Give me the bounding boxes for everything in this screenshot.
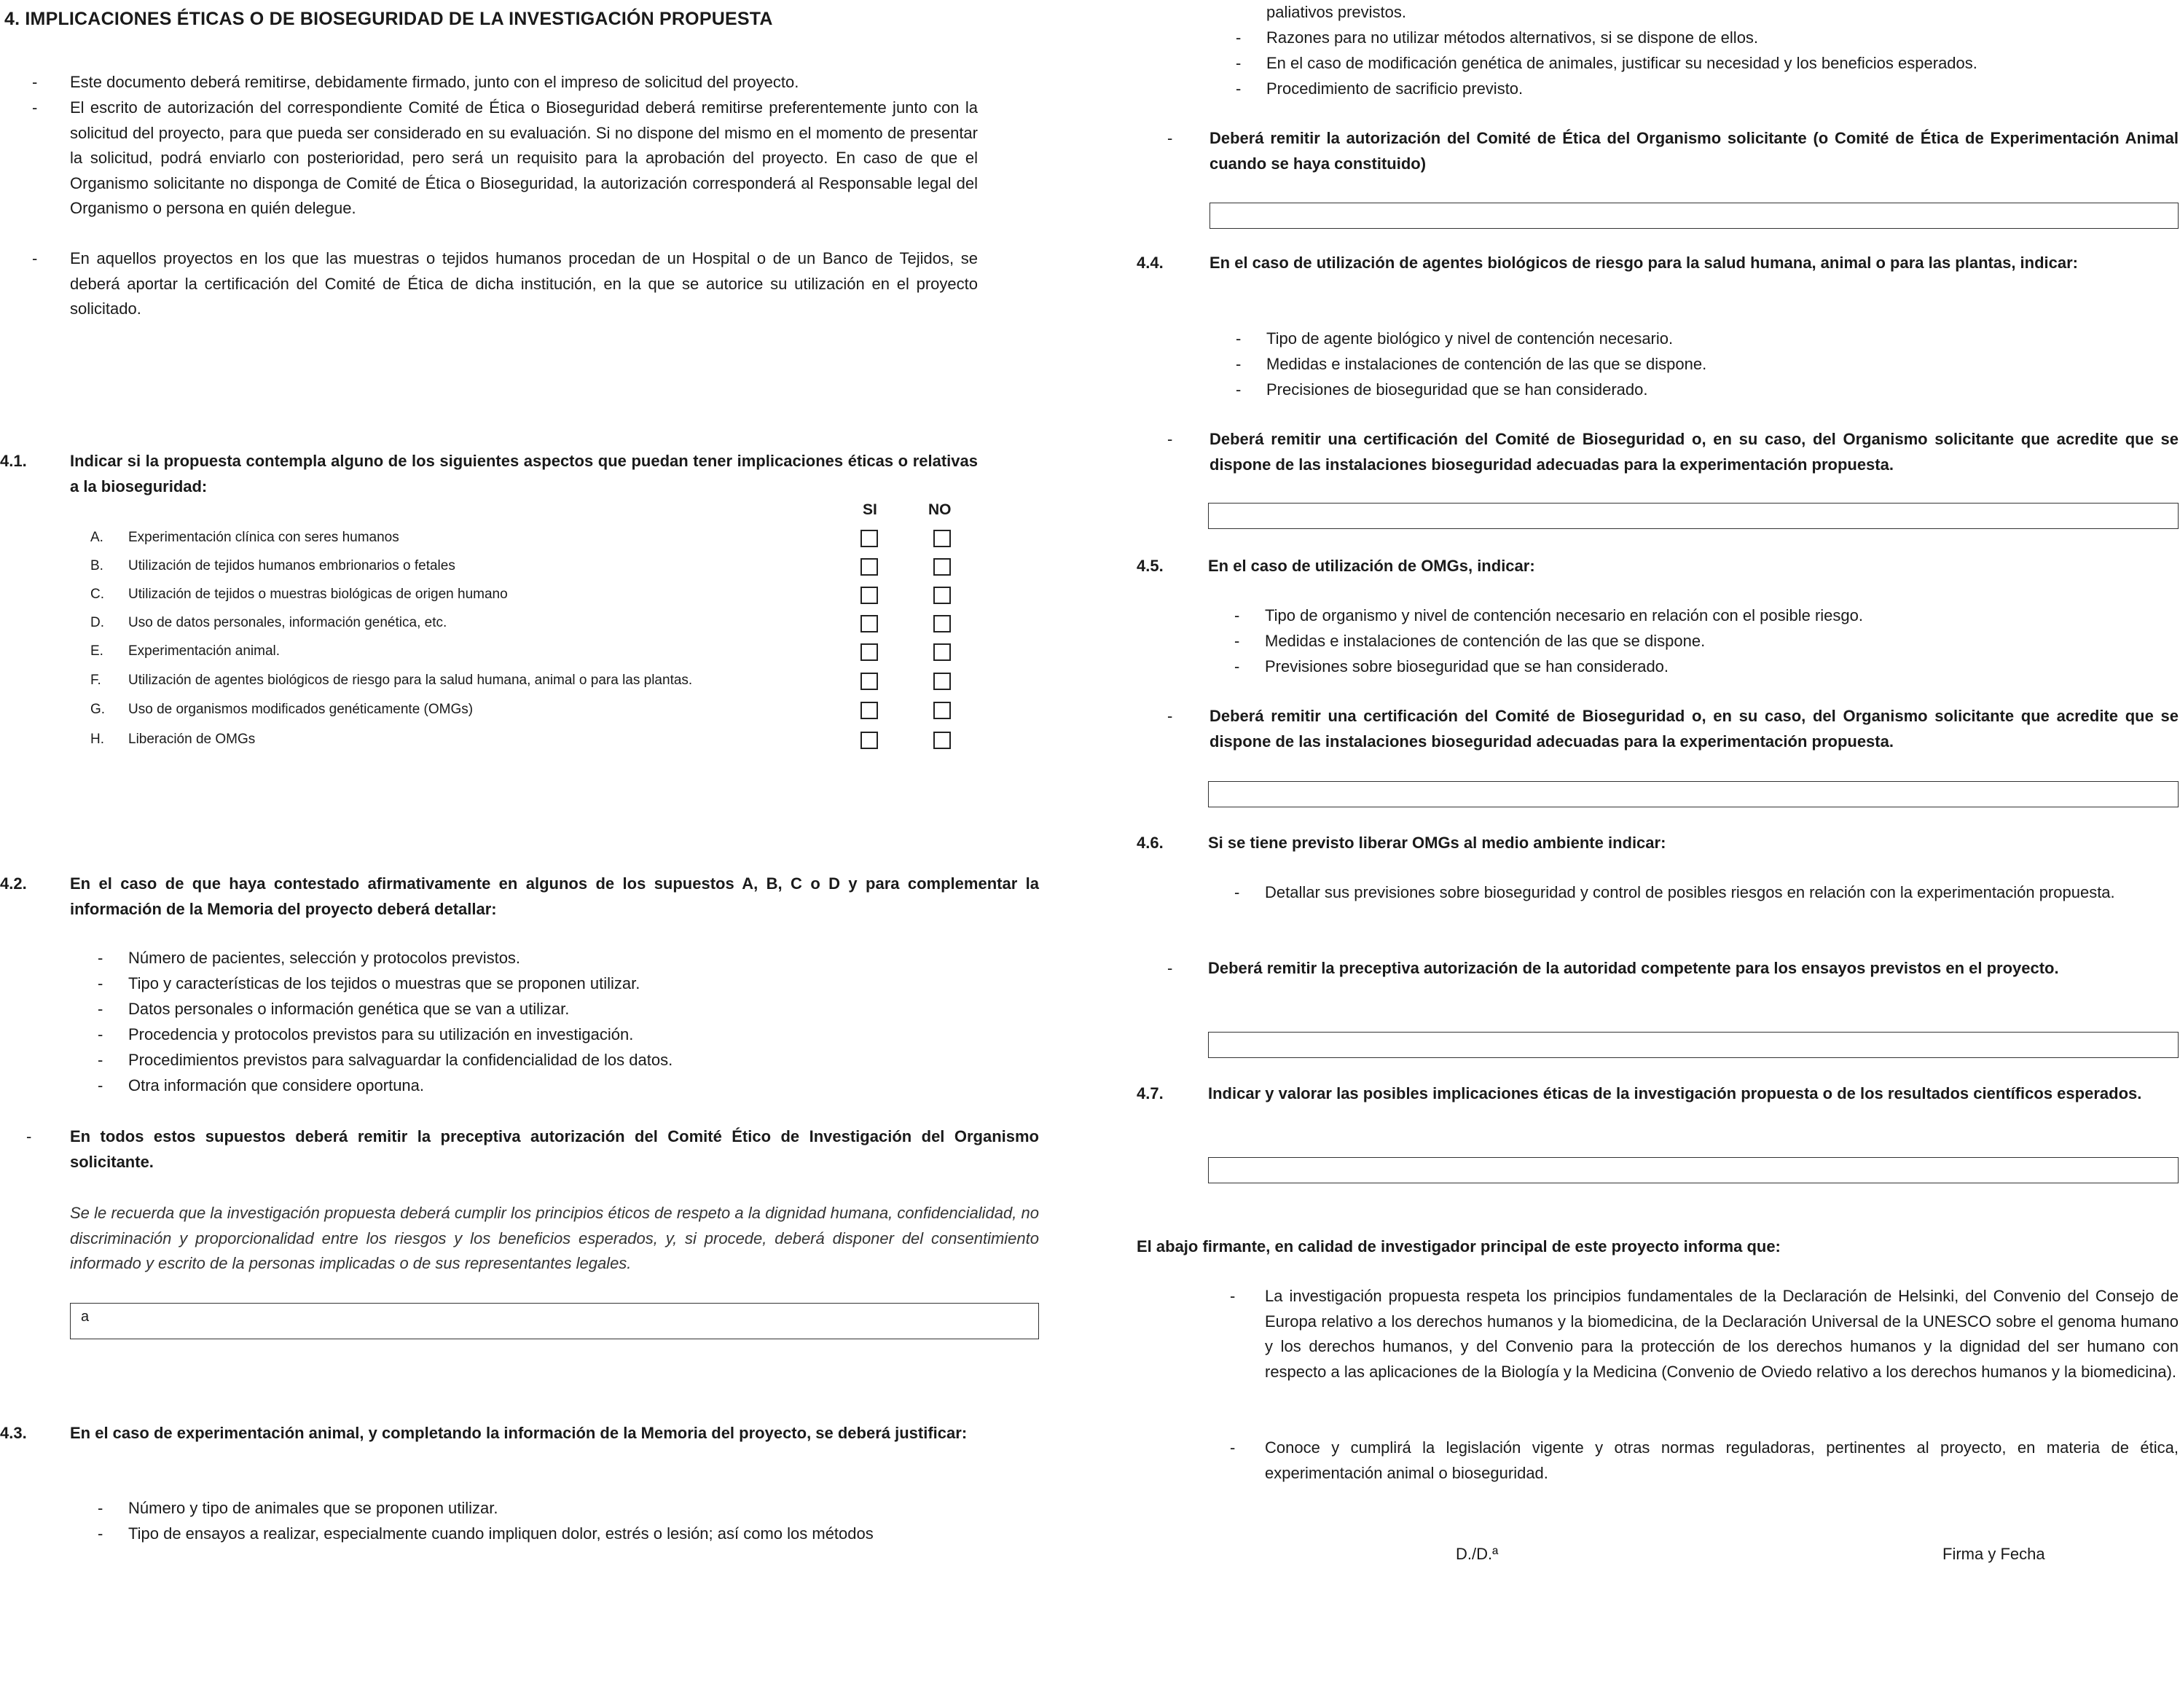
item-letter: A.	[90, 530, 103, 545]
bullet-dash: -	[1236, 329, 1242, 348]
checkbox-no[interactable]	[933, 615, 951, 632]
list-item-text: Otra información que considere oportuna.	[128, 1076, 425, 1094]
bullet-dash: -	[98, 1076, 103, 1094]
item-label: Uso de organismos modificados genéticamente (OMGs)	[128, 702, 474, 717]
bullet-dash: -	[98, 1524, 103, 1543]
checkbox-si[interactable]	[860, 702, 878, 719]
bullet-dash: -	[1230, 1438, 1236, 1457]
checkbox-no[interactable]	[933, 558, 951, 576]
bullet-dash: -	[1167, 430, 1173, 448]
bullet-dash: -	[1236, 79, 1242, 98]
list-item-text: Procedimientos previstos para salvaguardar la confidencialidad de los datos.	[128, 1051, 673, 1069]
item-letter: C.	[90, 587, 104, 602]
item-letter: F.	[90, 673, 101, 688]
section-text: Indicar si la propuesta contempla alguno de los siguientes aspectos que puedan tener implicaciones éticas o relativas a la bioseguridad:	[70, 452, 978, 495]
section-text: En el caso de utilización de OMGs, indicar:	[1208, 557, 1535, 575]
col-no-header: NO	[928, 501, 952, 518]
checkbox-no[interactable]	[933, 702, 951, 719]
bullet-dash: -	[1167, 959, 1173, 977]
section-number: 4.5.	[1137, 557, 1164, 575]
checkbox-no[interactable]	[933, 643, 951, 661]
answer-box-4-4[interactable]	[1208, 503, 2179, 529]
checkbox-no[interactable]	[933, 587, 951, 604]
item-label: Experimentación animal.	[128, 643, 281, 659]
list-item-text: Detallar sus previsiones sobre bioseguridad y control de posibles riesgos en relación con la experimentación propuesta.	[1265, 883, 2115, 901]
requirement-text: Deberá remitir una certificación del Comité de Bioseguridad o, en su caso, del Organismo solicitante que acredite que se dispone de las instalaciones bioseguridad adecuadas para la experimentación propuesta.	[1209, 707, 2179, 751]
item-letter: E.	[90, 643, 103, 659]
item-label: Liberación de OMGs	[128, 732, 256, 747]
section-text: En el caso de que haya contestado afirmativamente en algunos de los supuestos A, B, C o D y para complementar la información de la Memoria del proyecto deberá detallar:	[70, 874, 1039, 918]
list-item-text: Razones para no utilizar métodos alternativos, si se dispone de ellos.	[1266, 28, 1759, 47]
bullet-dash: -	[98, 1051, 103, 1069]
item-letter: B.	[90, 558, 103, 573]
section-number: 4.4.	[1137, 254, 1164, 272]
section-text: Indicar y valorar las posibles implicaciones éticas de la investigación propuesta o de los resultados científicos esperados.	[1208, 1084, 2142, 1102]
bullet-dash: -	[1230, 1287, 1236, 1305]
list-item-text: Tipo de organismo y nivel de contención necesario en relación con el posible riesgo.	[1265, 606, 1864, 624]
bullet-dash: -	[1236, 28, 1242, 47]
list-item-text: Previsiones sobre bioseguridad que se han considerado.	[1265, 657, 1669, 675]
continued-text: paliativos previstos.	[1266, 3, 1406, 21]
signer-name-label: D./D.ª	[1456, 1545, 1499, 1563]
section-text: Si se tiene previsto liberar OMGs al medio ambiente indicar:	[1208, 834, 1666, 852]
checkbox-si[interactable]	[860, 732, 878, 749]
list-item-text: Medidas e instalaciones de contención de las que se dispone.	[1265, 632, 1706, 650]
item-label: Utilización de tejidos humanos embrionarios o fetales	[128, 558, 455, 573]
list-item-text: Procedimiento de sacrificio previsto.	[1266, 79, 1524, 98]
requirement-text: Deberá remitir una certificación del Comité de Bioseguridad o, en su caso, del Organismo solicitante que acredite que se dispone de las instalaciones bioseguridad adecuadas para la experimentación propuesta.	[1209, 430, 2179, 474]
requirement-text: En todos estos supuestos deberá remitir la preceptiva autorización del Comité Ético de Investigación del Organismo solicitante.	[70, 1127, 1039, 1171]
declaration-text: Conoce y cumplirá la legislación vigente y otras normas reguladoras, pertinentes al proyecto, en materia de ética, experimentación animal o bioseguridad.	[1265, 1438, 2179, 1482]
declaration-text: La investigación propuesta respeta los principios fundamentales de la Declaración de Helsinki, del Convenio del Consejo de Europa relativo a los derechos humanos y la biomedicina, de la Declaración Universal de la UNESCO sobre el genoma humano y los derechos humanos, y del Convenio para la protección de los derechos humanos y la dignidad del ser humano con respecto a las aplicaciones de la Biología y la Medicina (Convenio de Oviedo relativo a los derechos humanos y la biomedicina).	[1265, 1287, 2179, 1381]
section-text: En el caso de utilización de agentes biológicos de riesgo para la salud humana, animal o para las plantas, indicar:	[1209, 254, 2079, 272]
bullet-dash: -	[1236, 54, 1242, 72]
item-letter: G.	[90, 702, 106, 717]
signature-date-label: Firma y Fecha	[1942, 1545, 2045, 1563]
list-item-text: Procedencia y protocolos previstos para su utilización en investigación.	[128, 1025, 634, 1043]
answer-box-4-3[interactable]	[1209, 203, 2179, 229]
list-item-text: Tipo y características de los tejidos o muestras que se proponen utilizar.	[128, 974, 640, 992]
col-si-header: SI	[863, 501, 877, 518]
bullet-dash: -	[98, 1025, 103, 1043]
bullet-dash: -	[32, 73, 38, 91]
bullet-dash: -	[98, 949, 103, 967]
list-item-text: Tipo de agente biológico y nivel de contención necesario.	[1266, 329, 1674, 348]
answer-box-4-2[interactable]	[70, 1303, 1039, 1339]
bullet-dash: -	[1167, 707, 1173, 725]
section-number: 4.2.	[0, 874, 27, 893]
item-letter: D.	[90, 615, 104, 630]
section-text: En el caso de experimentación animal, y completando la información de la Memoria del proyecto, se deberá justificar:	[70, 1424, 968, 1442]
reminder-note: Se le recuerda que la investigación propuesta deberá cumplir los principios éticos de respeto a la dignidad humana, confidencialidad, no discriminación y proporcionalidad entre los riesgos y los beneficios esperados, y, si procede, deberá disponer del consentimiento informado y escrito de la personas implicadas o de sus representantes legales.	[70, 1204, 1039, 1272]
section-title: 4. IMPLICACIONES ÉTICAS O DE BIOSEGURIDAD DE LA INVESTIGACIÓN PROPUESTA	[4, 9, 773, 29]
bullet-dash: -	[1234, 883, 1240, 901]
item-label: Uso de datos personales, información genética, etc.	[128, 615, 447, 630]
bullet-dash: -	[32, 98, 38, 117]
section-number: 4.1.	[0, 452, 27, 470]
list-item-text: Datos personales o información genética que se van a utilizar.	[128, 1000, 570, 1018]
item-label: Experimentación clínica con seres humanos	[128, 530, 399, 545]
bullet-dash: -	[32, 249, 38, 267]
checkbox-si[interactable]	[860, 615, 878, 632]
item-label: Utilización de tejidos o muestras biológicas de origen humano	[128, 587, 508, 602]
bullet-dash: -	[1167, 129, 1173, 147]
item-letter: H.	[90, 732, 104, 747]
list-item-text: Tipo de ensayos a realizar, especialmente cuando impliquen dolor, estrés o lesión; así como los métodos	[128, 1524, 874, 1543]
checkbox-si[interactable]	[860, 643, 878, 661]
bullet-dash: -	[98, 974, 103, 992]
section-number: 4.6.	[1137, 834, 1164, 852]
checkbox-si[interactable]	[860, 530, 878, 547]
requirement-text: Deberá remitir la preceptiva autorización de la autoridad competente para los ensayos previstos en el proyecto.	[1208, 959, 2059, 977]
list-item-text: En el caso de modificación genética de animales, justificar su necesidad y los beneficios esperados.	[1266, 54, 1977, 72]
bullet-dash: -	[98, 1499, 103, 1517]
list-item-text: Medidas e instalaciones de contención de las que se dispone.	[1266, 355, 1707, 373]
bullet-dash: -	[1234, 632, 1240, 650]
answer-text: a	[81, 1309, 90, 1325]
bullet-dash: -	[98, 1000, 103, 1018]
bullet-dash: -	[1236, 380, 1242, 399]
answer-box-4-6[interactable]	[1208, 1032, 2179, 1058]
checkbox-no[interactable]	[933, 673, 951, 690]
requirement-text: Deberá remitir la autorización del Comité de Ética del Organismo solicitante (o Comité de Ética de Experimentación Animal cuando se haya constituido)	[1209, 129, 2179, 173]
intro-bullet-text: En aquellos proyectos en los que las muestras o tejidos humanos procedan de un Hospital o de un Banco de Tejidos, se deberá aportar la certificación del Comité de Ética de dicha institución, en la que se autorice su utilización en el proyecto solicitado.	[70, 249, 978, 318]
declaration-heading: El abajo firmante, en calidad de investigador principal de este proyecto informa que:	[1137, 1237, 1781, 1255]
list-item-text: Número de pacientes, selección y protocolos previstos.	[128, 949, 521, 967]
checkbox-no[interactable]	[933, 732, 951, 749]
answer-box-4-7[interactable]	[1208, 1157, 2179, 1183]
item-label: Utilización de agentes biológicos de riesgo para la salud humana, animal o para las plantas.	[128, 673, 693, 688]
intro-bullet-text: El escrito de autorización del correspondiente Comité de Ética o Bioseguridad deberá remitirse preferentemente junto con la solicitud del proyecto, para que pueda ser considerado en su evaluación. Si no dispone del mismo en el momento de presentar la solicitud, podrá enviarlo con posterioridad, pero será un requisito para la aprobación del proyecto. En caso de que el Organismo solicitante no disponga de Comité de Ética o Bioseguridad, la autorización corresponderá al Responsable legal del Organismo o persona en quién delegue.	[70, 98, 978, 217]
list-item-text: Número y tipo de animales que se proponen utilizar.	[128, 1499, 498, 1517]
checkbox-no[interactable]	[933, 530, 951, 547]
bullet-dash: -	[1236, 355, 1242, 373]
bullet-dash: -	[1234, 606, 1240, 624]
checkbox-si[interactable]	[860, 558, 878, 576]
intro-bullet-text: Este documento deberá remitirse, debidamente firmado, junto con el impreso de solicitud del proyecto.	[70, 73, 799, 91]
section-number: 4.7.	[1137, 1084, 1164, 1102]
bullet-dash: -	[26, 1127, 32, 1145]
answer-box-4-5[interactable]	[1208, 781, 2179, 807]
checkbox-si[interactable]	[860, 587, 878, 604]
checkbox-si[interactable]	[860, 673, 878, 690]
section-number: 4.3.	[0, 1424, 27, 1442]
bullet-dash: -	[1234, 657, 1240, 675]
list-item-text: Precisiones de bioseguridad que se han considerado.	[1266, 380, 1648, 399]
